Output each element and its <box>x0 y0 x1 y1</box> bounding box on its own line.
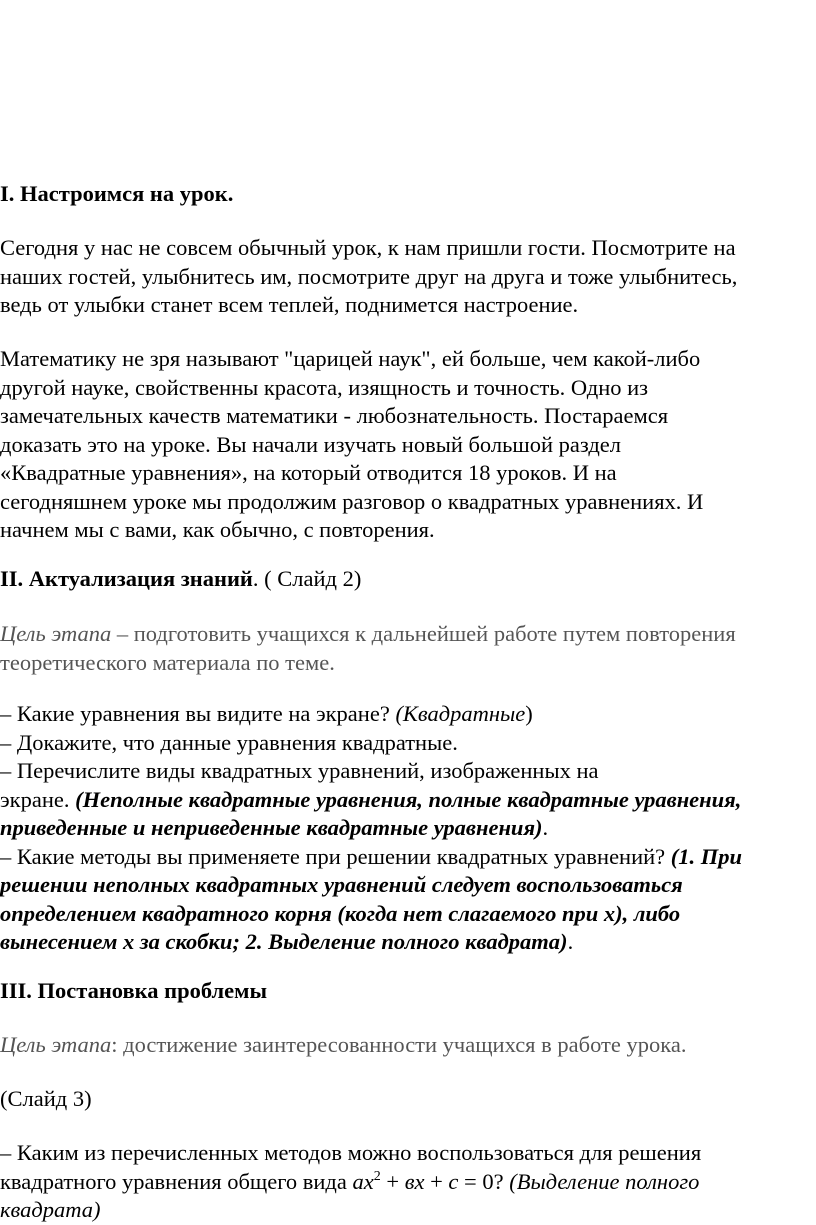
question-line: – Каким из перечисленных методов можно воспользоваться для решения <box>0 1140 702 1165</box>
paragraph-line: ведь от улыбки станет всем теплей, поднимется настроение. <box>0 292 579 317</box>
section-3-goal <box>0 1031 816 1060</box>
goal-text: – подготовить учащихся к дальнейшей работе путем повторения <box>111 621 736 646</box>
paragraph-line: Сегодня у нас не совсем обычный урок, к нам пришли гости. Посмотрите на <box>0 235 736 260</box>
question-1: – Какие уравнения вы видите на экране? (Квадратные) <box>0 701 533 726</box>
goal-label: Цель этапа <box>0 621 112 646</box>
paragraph-greeting <box>0 234 816 320</box>
section-3-question: – Каким из перечисленных методов можно воспользоваться для решения квадратного уравнения общего вида $ах^2$ + вх + с = 0? (Выделение полного квадрата) <box>0 1140 702 1222</box>
question-line: квадратного уравнения общего вида <box>0 1168 353 1194</box>
answer-4: (1. При <box>670 843 743 869</box>
answer-text: (Выделение полного <box>509 1168 700 1194</box>
answer-1: (Квадратные <box>395 701 526 726</box>
paragraph-line: доказать это на уроке. Вы начали изучать новый большой раздел <box>0 431 621 457</box>
section-2-heading-title: II. Актуализация знаний <box>0 566 253 591</box>
paragraph-math-intro <box>0 345 816 545</box>
goal-text: : достижение заинтересованности учащихся в работе урока. <box>111 1032 687 1057</box>
section-1-heading: I. Настроимся на урок. <box>0 181 234 206</box>
goal-text: теоретического материала по теме. <box>0 649 335 675</box>
paragraph-line: сегодняшнем уроке мы продолжим разговор о квадратных уравнениях. И <box>0 488 704 514</box>
section-2-heading <box>0 565 816 594</box>
goal-label: Цель этапа <box>0 1032 112 1057</box>
section-2-goal <box>0 620 816 677</box>
paragraph-line: «Квадратные уравнения», на который отводится 18 уроков. И на <box>0 460 617 485</box>
answer-3-cont: приведенные и неприведенные квадратные уравнения) <box>0 815 543 840</box>
question-2: – Докажите, что данные уравнения квадратные. <box>0 729 458 755</box>
equation-exponent: 2 <box>373 1168 381 1184</box>
equation-term-b: вх <box>404 1168 425 1194</box>
answer-4-cont: решении неполных квадратных уравнений следует воспользоваться <box>0 872 683 897</box>
question-4: – Какие методы вы применяете при решении квадратных уравнений? <box>0 843 671 869</box>
question-3-cont: экране. <box>0 786 76 812</box>
slide-reference: (Слайд 3) <box>0 1086 92 1111</box>
answer-3: (Неполные квадратные уравнения, полные квадратные уравнения, <box>75 786 742 812</box>
paragraph-line: наших гостей, улыбнитесь им, посмотрите друг на друга и тоже улыбнитесь, <box>0 263 738 289</box>
section-3-heading: III. Постановка проблемы <box>0 978 268 1003</box>
paragraph-line: начнем мы с вами, как обычно, с повторения. <box>0 517 435 542</box>
paragraph-line: замечательных качеств математики - любознательность. Постараемся <box>0 403 669 428</box>
equation-rest: = 0? <box>458 1168 510 1194</box>
answer-text: квадрата) <box>0 1197 101 1222</box>
question-3: – Перечислите виды квадратных уравнений, изображенных на <box>0 758 599 783</box>
answer-4-cont: определением квадратного корня (когда нет слагаемого при х), либо <box>0 900 681 926</box>
equation-term-c: с <box>448 1168 459 1194</box>
equation-term-a: ах <box>352 1168 374 1194</box>
section-2-questions: – Какие уравнения вы видите на экране? (Квадратные) – Докажите, что данные уравнения квадратные. – Перечислите виды квадратных уравнений, изображенных на экране. (Неполные квадратные уравнения, полные квадратные уравнения, приведенные и неприведенные квадратные уравнения). – Какие методы вы применяете при решении квадратных уравнений? (1. При решении неполных квадратных уравнений следует воспользоваться определением квадратного корня (когда нет слагаемого при х), либо вынесением х за скобки; 2. Выделение полного квадрата). <box>0 701 743 954</box>
paragraph-line: Математику не зря называют "царицей наук", ей больше, чем какой-либо <box>0 346 701 371</box>
answer-4-cont: вынесением х за скобки; 2. Выделение полного квадрата) <box>0 929 568 954</box>
paragraph-line: другой науке, свойственны красота, изящность и точность. Одно из <box>0 374 649 400</box>
section-2-heading-slide: . ( Слайд 2) <box>252 566 362 591</box>
